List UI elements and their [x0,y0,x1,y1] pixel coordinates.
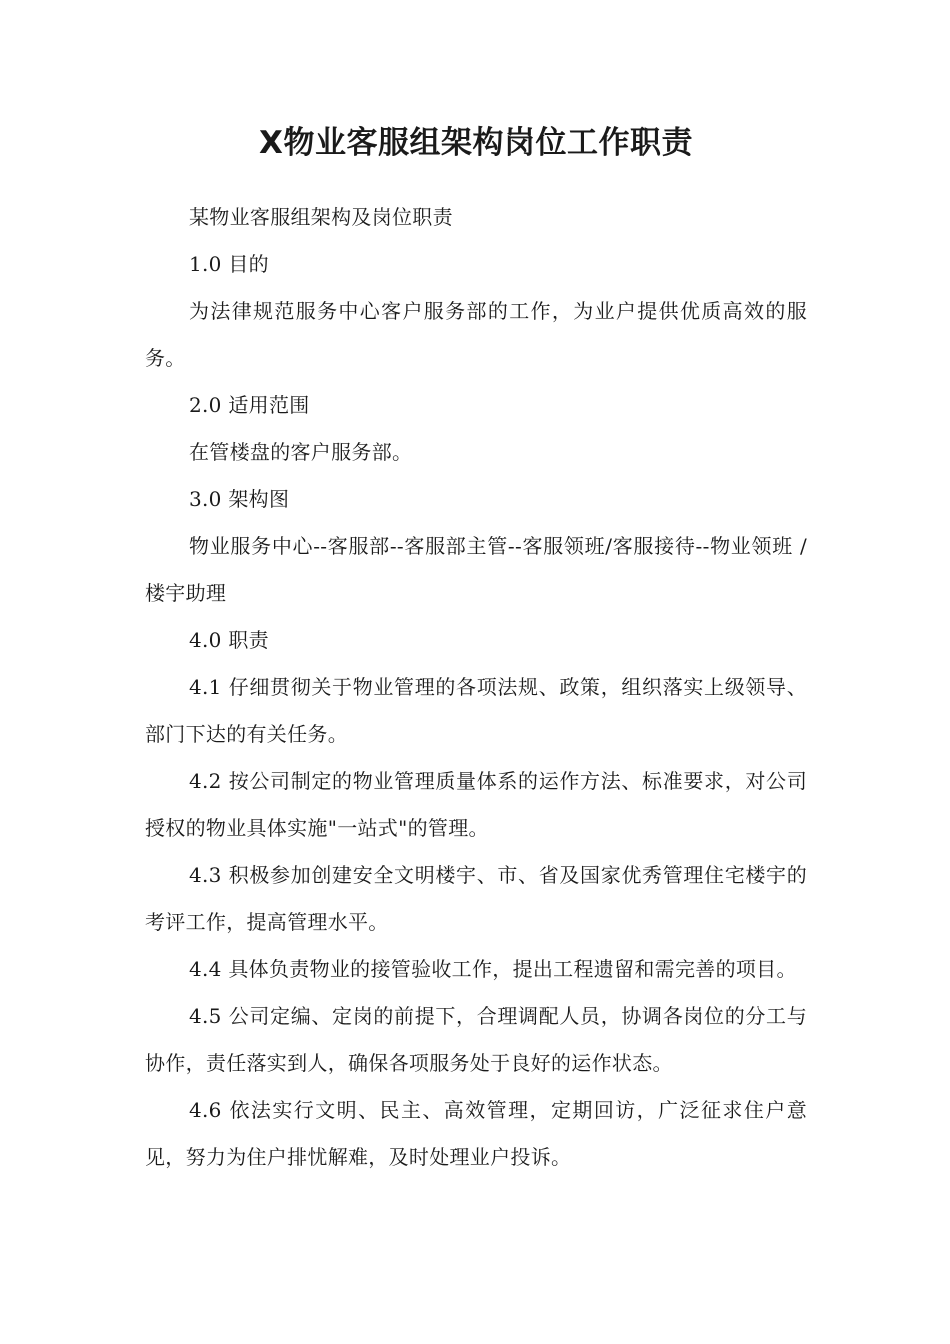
paragraph-duty-4-4: 4.4 具体负责物业的接管验收工作，提出工程遗留和需完善的项目。 [189,957,797,981]
document-title: X物业客服组架构岗位工作职责 [259,125,693,161]
paragraph-duty-4-3: 4.3 积极参加创建安全文明楼宇、市、省及国家优秀管理住宅楼宇的考评工作，提高管理水平。 [145,863,807,934]
paragraph-purpose: 为法律规范服务中心客户服务部的工作，为业户提供优质高效的服务。 [145,299,807,370]
paragraph-heading-purpose: 1.0 目的 [189,252,269,276]
paragraph-duty-4-2: 4.2 按公司制定的物业管理质量体系的运作方法、标准要求，对公司授权的物业具体实施"一站式"的管理。 [145,769,807,840]
paragraph-duty-4-1: 4.1 仔细贯彻关于物业管理的各项法规、政策，组织落实上级领导、部门下达的有关任务。 [145,675,807,746]
paragraph-duty-4-5: 4.5 公司定编、定岗的前提下，合理调配人员，协调各岗位的分工与协作，责任落实到人，确保各项服务处于良好的运作状态。 [145,1004,807,1075]
paragraph-duty-4-6: 4.6 依法实行文明、民主、高效管理，定期回访，广泛征求住户意见，努力为住户排忧解难，及时处理业户投诉。 [145,1098,807,1169]
paragraph-heading-structure: 3.0 架构图 [189,487,290,511]
document-page [145,118,807,1181]
paragraph-structure: 物业服务中心--客服部--客服部主管--客服领班/客服接待--物业领班 /楼宇助理 [145,534,807,605]
paragraph-heading-scope: 2.0 适用范围 [189,393,310,417]
paragraph-scope: 在管楼盘的客户服务部。 [189,440,413,464]
paragraph-heading-duties: 4.0 职责 [189,628,269,652]
paragraph-intro: 某物业客服组架构及岗位职责 [189,205,453,229]
